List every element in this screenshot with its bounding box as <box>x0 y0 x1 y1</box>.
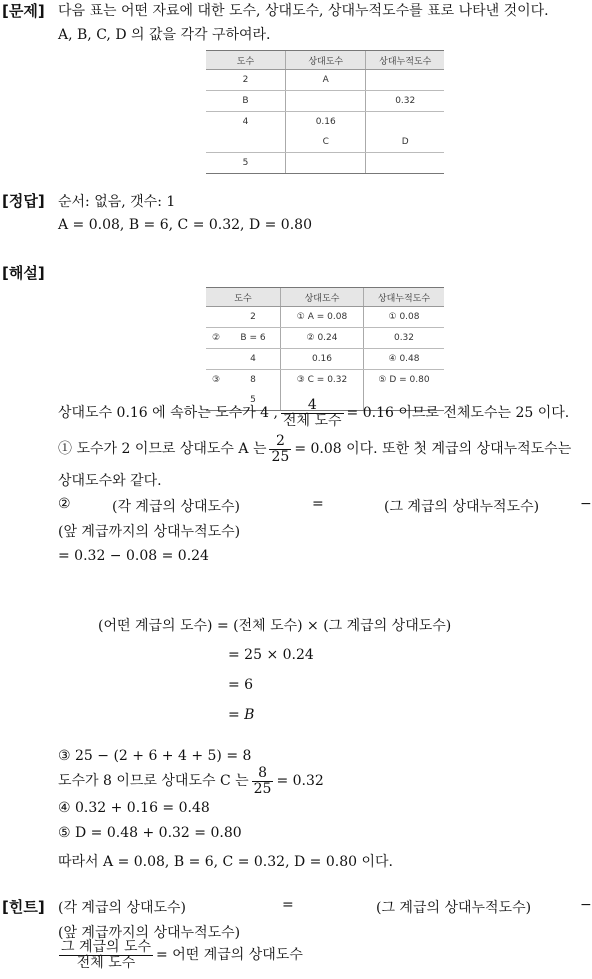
equation-line-3: = 6 <box>228 677 254 693</box>
table-cell: 0.32 <box>366 91 444 112</box>
solution-label: [해설] <box>2 264 45 282</box>
solution-table-header: 상대누적도수 <box>364 288 445 307</box>
text: 도수가 8 이므로 상대도수 C 는 <box>58 773 249 790</box>
table-cell: ③ C = 0.32 <box>281 370 364 391</box>
table-cell: 0.32 <box>364 328 445 349</box>
fraction-denominator: 25 <box>253 780 272 797</box>
table-cell: A <box>285 70 365 91</box>
equation-line-2: = 25 × 0.24 <box>228 647 314 663</box>
step-2-result: = 0.32 − 0.08 = 0.24 <box>58 548 209 564</box>
problem-text-line1: 다음 표는 어떤 자료에 대한 도수, 상대도수, 상대누적도수를 표로 나타낸 것이다. <box>58 3 549 19</box>
fraction-numerator: 8 <box>258 765 268 781</box>
table-cell: ① 0.08 <box>364 307 445 328</box>
table-cell: C <box>285 132 365 153</box>
solution-step-1-cont: 상대도수와 같다. <box>58 473 162 489</box>
table-cell-marker: ③ <box>211 375 221 385</box>
table-row <box>206 328 444 349</box>
table-row <box>206 132 444 153</box>
table-cell-marker <box>206 349 226 370</box>
answer-values: A = 0.08, B = 6, C = 0.32, D = 0.80 <box>58 217 312 233</box>
solution-conclusion: 따라서 A = 0.08, B = 6, C = 0.32, D = 0.80 이다. <box>58 854 393 870</box>
solution-table-header: 도수 <box>206 288 281 307</box>
fraction <box>252 766 274 796</box>
fraction <box>281 398 344 428</box>
problem-table <box>206 50 444 174</box>
table-cell: 5 <box>226 390 281 411</box>
text: ① 도수가 2 이므로 상대도수 A 는 <box>58 441 267 458</box>
hint-equals: = <box>282 897 294 913</box>
table-cell: 0.16 <box>285 112 365 133</box>
solution-table-header: 상대도수 <box>281 288 364 307</box>
answer-order-count: 순서: 없음, 갯수: 1 <box>58 194 176 210</box>
table-cell: 8 <box>250 375 256 385</box>
text: = 0.08 이다. 또한 첫 계급의 상대누적도수는 <box>294 441 572 458</box>
table-cell: ④ 0.48 <box>364 349 445 370</box>
solution-step-4: ④ 0.32 + 0.16 = 0.48 <box>58 800 210 816</box>
table-cell: 4 <box>226 349 281 370</box>
table-row <box>206 112 444 133</box>
table-row <box>206 370 444 391</box>
solution-step-3: ③ 25 − (2 + 6 + 4 + 5) = 8 <box>58 748 252 764</box>
fraction <box>59 940 153 970</box>
fraction-numerator: 4 <box>307 397 317 413</box>
step-2-marker: ② <box>58 496 71 512</box>
text: = 0.16 이므로 전체도수는 25 이다. <box>346 405 570 422</box>
hint-formula <box>56 940 303 970</box>
table-row <box>206 153 444 174</box>
solution-step-1 <box>58 434 571 464</box>
problem-table-header: 상대도수 <box>285 51 365 70</box>
fraction-numerator: 2 <box>275 433 285 449</box>
table-cell: B = 6 <box>226 328 281 349</box>
table-row <box>206 91 444 112</box>
table-cell-marker: ② <box>206 328 226 349</box>
table-cell: 0.16 <box>281 349 364 370</box>
table-cell <box>366 112 444 133</box>
equation-line-4: = B <box>228 707 255 723</box>
table-cell: 5 <box>206 153 285 174</box>
hint-term-a: (각 계급의 상대도수) <box>58 900 187 916</box>
step-2-term-a: (각 계급의 상대도수) <box>112 499 241 515</box>
solution-step-intro <box>58 398 569 428</box>
answer-label: [정답] <box>2 192 45 210</box>
table-cell <box>285 153 365 174</box>
table-row <box>206 307 444 328</box>
equation-line-1: (어떤 계급의 도수) = (전체 도수) × (그 계급의 상대도수) <box>98 618 452 634</box>
fraction-denominator: 전체 도수 <box>283 412 342 429</box>
table-cell: ① A = 0.08 <box>281 307 364 328</box>
hint-label: [힌트] <box>2 898 45 916</box>
table-cell: ⑤ D = 0.80 <box>364 370 445 391</box>
text: = 0.32 <box>276 773 324 790</box>
hint-minus: − <box>580 897 592 913</box>
hint-term-c: (앞 계급까지의 상대누적도수) <box>58 925 241 941</box>
problem-text-line2: A, B, C, D 의 값을 각각 구하여라. <box>58 27 271 43</box>
table-cell: D <box>366 132 444 153</box>
problem-table-header: 상대누적도수 <box>366 51 444 70</box>
table-cell: ② 0.24 <box>281 328 364 349</box>
step-2-term-c: (앞 계급까지의 상대누적도수) <box>58 524 241 540</box>
solution-step-3-cont <box>58 766 324 796</box>
step-2-term-b: (그 계급의 상대누적도수) <box>384 499 540 515</box>
table-cell <box>366 70 444 91</box>
fraction <box>269 434 291 464</box>
table-cell: 2 <box>226 307 281 328</box>
fraction-denominator: 전체 도수 <box>59 955 153 971</box>
problem-table-header: 도수 <box>206 51 285 70</box>
solution-step-5: ⑤ D = 0.48 + 0.32 = 0.80 <box>58 825 242 841</box>
fraction-numerator: 그 계급의 도수 <box>61 939 152 955</box>
hint-term-b: (그 계급의 상대누적도수) <box>376 900 532 916</box>
step-2-minus: − <box>580 496 592 512</box>
table-row <box>206 349 444 370</box>
problem-label: [문제] <box>2 2 45 20</box>
table-cell: 4 <box>242 117 249 127</box>
table-cell-marker <box>206 307 226 328</box>
step-2-equals: = <box>312 496 324 512</box>
text: 상대도수 0.16 에 속하는 도수가 4 , <box>58 405 278 422</box>
table-cell <box>206 132 285 153</box>
table-cell <box>285 91 365 112</box>
solution-table <box>206 287 444 411</box>
table-cell: B <box>206 91 285 112</box>
table-cell <box>366 153 444 174</box>
table-cell: 2 <box>206 70 285 91</box>
fraction-denominator: 25 <box>271 448 290 465</box>
table-row <box>206 70 444 91</box>
text: = 어떤 계급의 상대도수 <box>156 947 303 964</box>
